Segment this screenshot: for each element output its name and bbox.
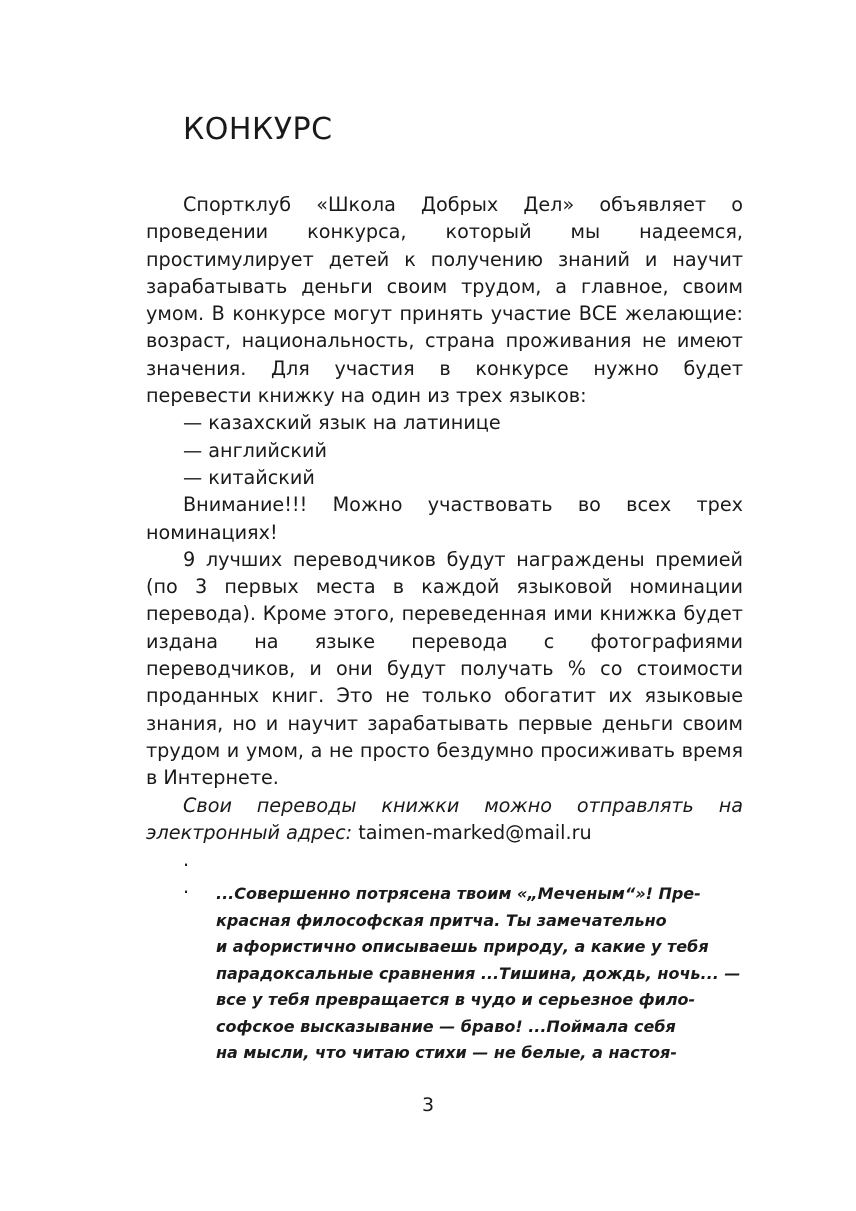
quote-line: все у тебя превращается в чудо и серьезное фило-: [216, 990, 696, 1009]
email-address: taimen-marked@mail.ru: [358, 820, 592, 844]
attention-paragraph: Внимание!!! Можно участвовать во всех трех номинациях!: [146, 493, 743, 544]
separator-dot: .: [183, 875, 190, 899]
quote-line: парадоксальные сравнения ...Тишина, дождь, ночь... —: [216, 963, 741, 983]
quote-line: софское высказывание — браво! ...Поймала себя: [216, 1016, 676, 1036]
submit-text: Свои переводы книжки можно отправлять на электронный адрес:: [146, 793, 743, 844]
quote-line: и афористично описываешь природу, а какие у тебя: [216, 937, 709, 956]
intro-paragraph: Спортклуб «Школа Добрых Дел» объявляет о проведении конкурса, который мы надеемся, простимулирует детей к получению знаний и научит зарабатывать деньги своим трудом, а главное, своим умом. В конкурсе могут принять участие ВСЕ желающие: возраст, национальность, страна проживания не имеют значения. Для участия в конкурсе нужно будет перевести книжку на один из трех языков:: [146, 193, 743, 408]
submit-paragraph: [146, 792, 743, 847]
language-item: — китайский: [183, 465, 315, 489]
quote-line: на мысли, что читаю стихи — не белые, а настоя-: [216, 1043, 677, 1062]
quote-line: красная философская притча. Ты замечательно: [216, 910, 667, 930]
review-quote: [216, 881, 741, 1067]
page-title: КОНКУРС: [183, 112, 333, 147]
main-text: [146, 191, 743, 901]
prizes-paragraph: 9 лучших переводчиков будут награждены премией (по 3 первых места в каждой языковой номинации перевода). Кроме этого, переведенная ими книжка будет издана на языке перевода с фотографиями переводчиков, и они будут получать % со стоимости проданных книг. Это не только обогатит их языковые знания, но и научит зарабатывать первые деньги своим трудом и умом, а не просто бездумно просиживать время в Интернете.: [146, 547, 743, 790]
language-item: — казахский язык на латинице: [183, 411, 501, 435]
page-number: 3: [421, 1094, 435, 1116]
quote-line: ...Совершенно потрясена твоим «„Меченым“»! Пре-: [216, 884, 701, 903]
separator-dot: .: [183, 848, 190, 872]
language-item: — английский: [183, 438, 327, 462]
